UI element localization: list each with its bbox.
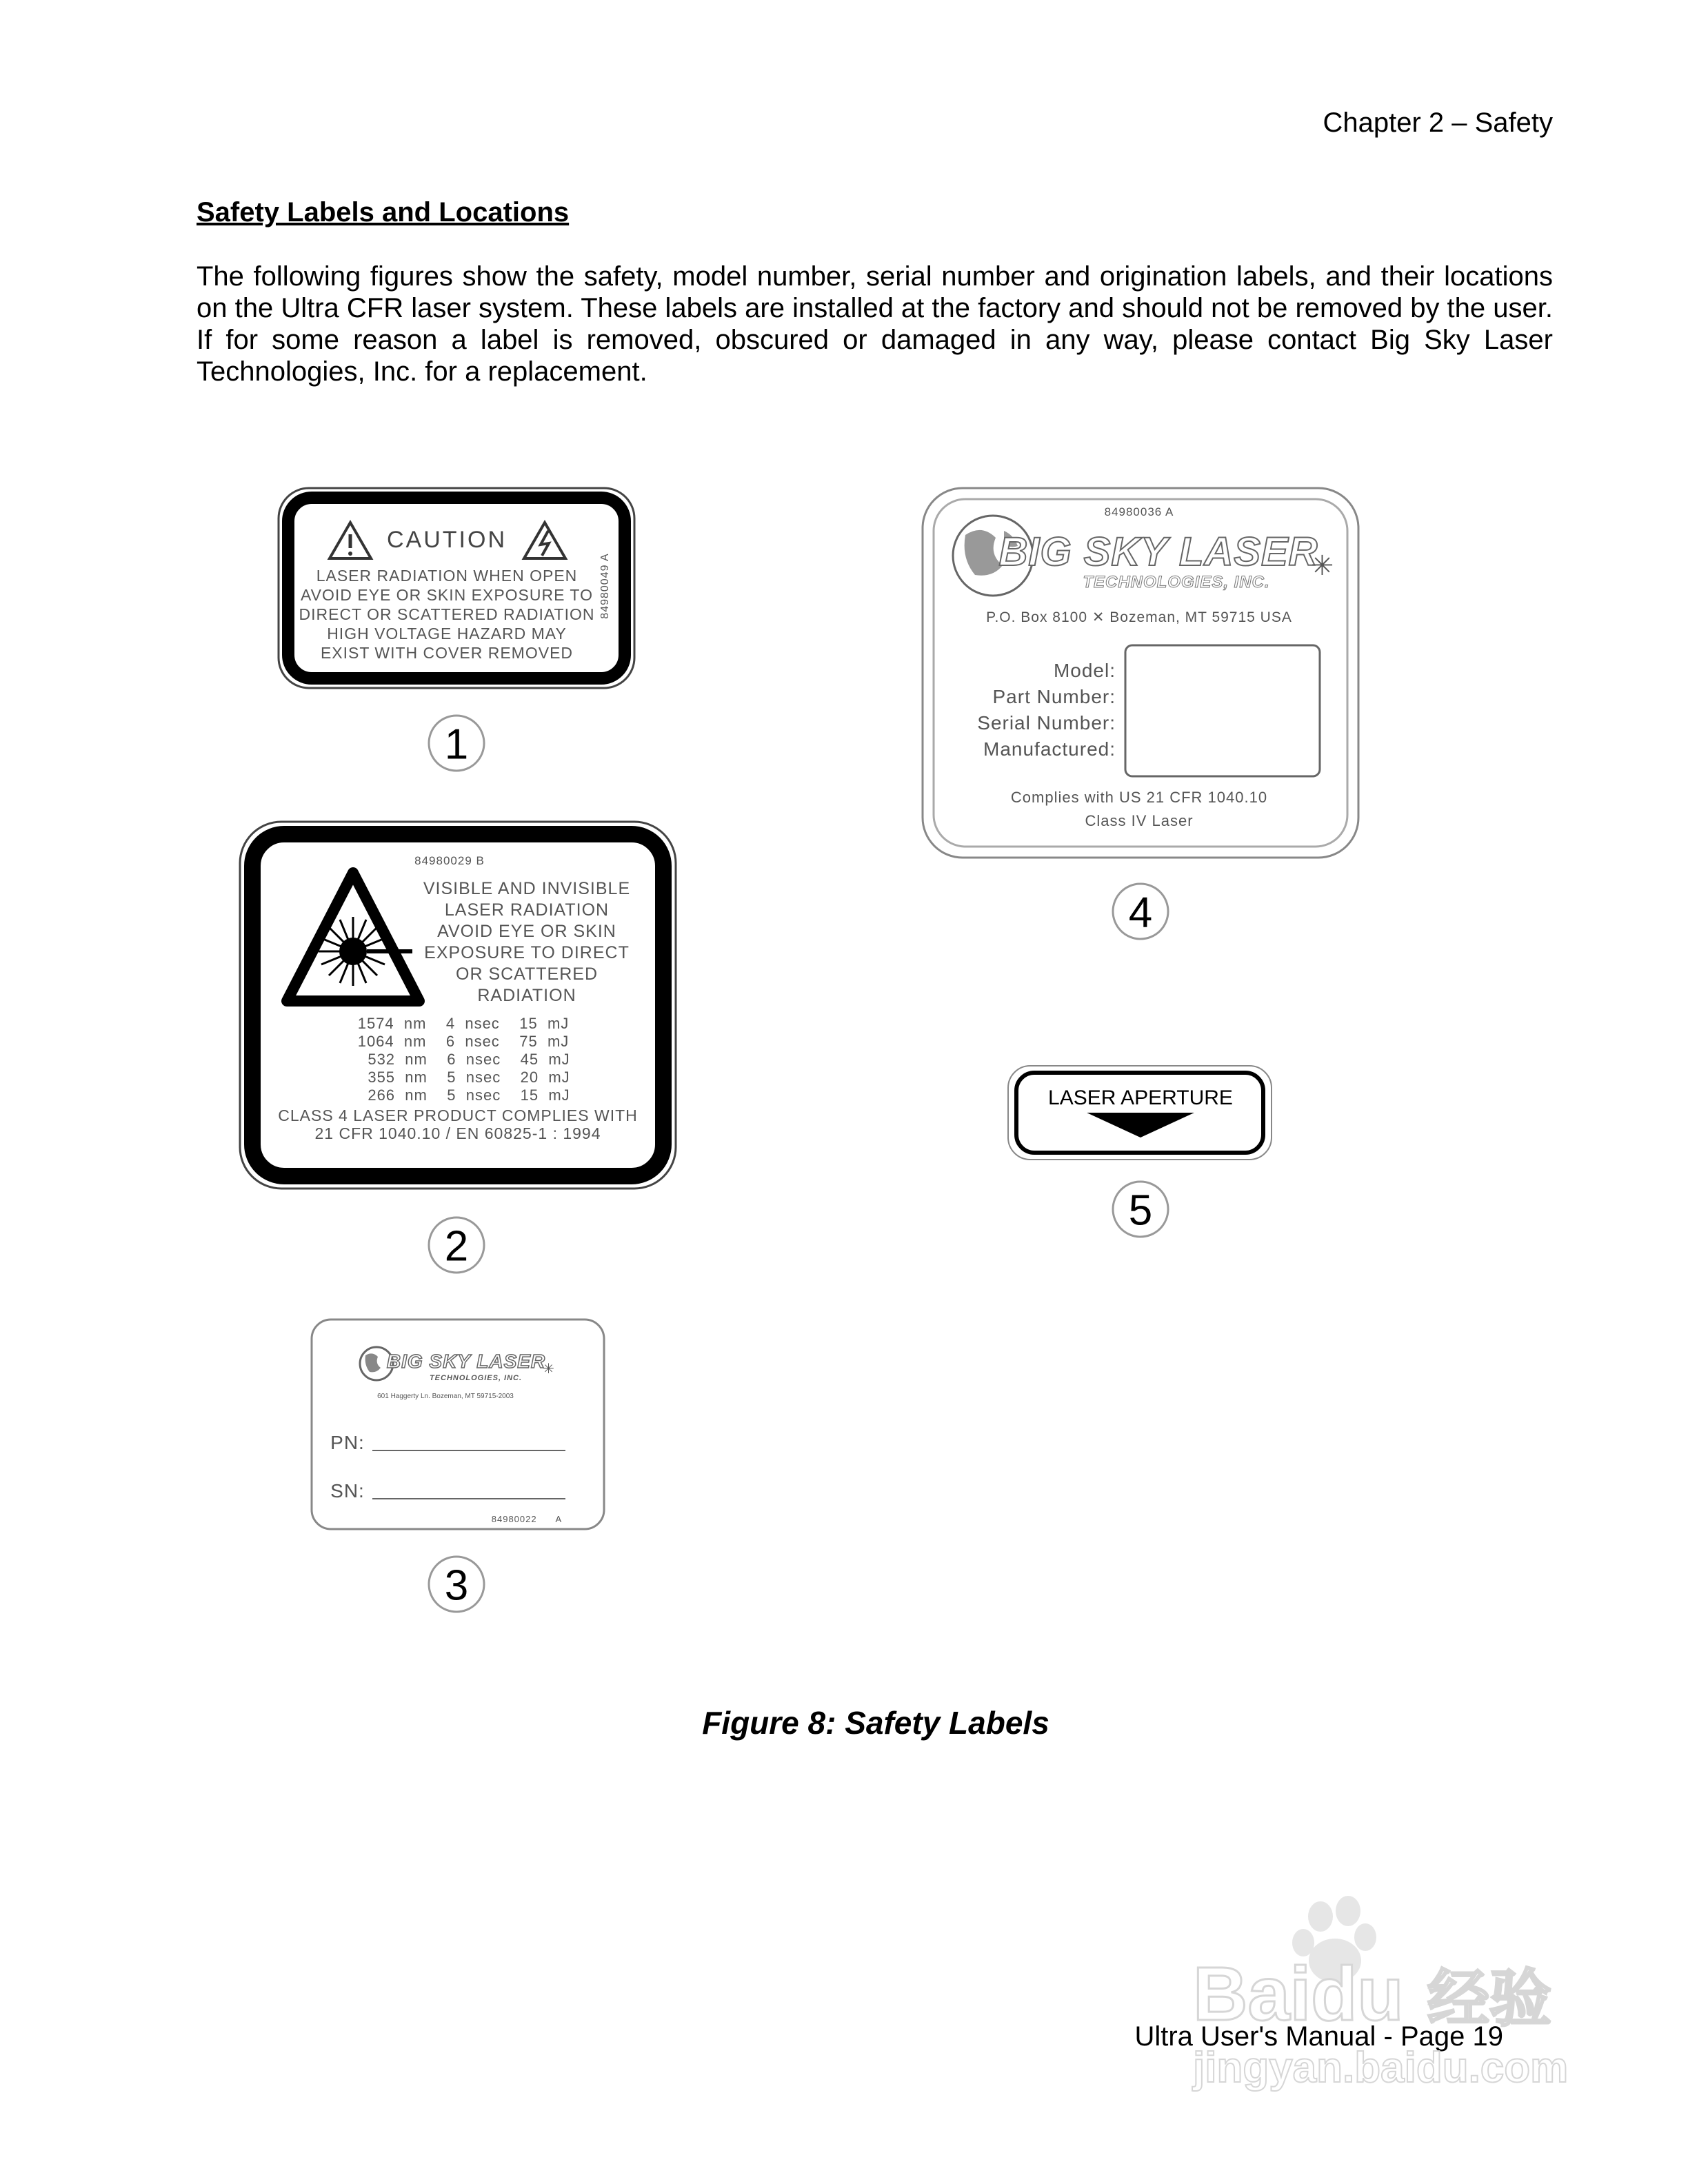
label-1-caution [279, 488, 634, 688]
label2-spec-row: 1574 nm 4 nsec 15 mJ [357, 1015, 570, 1032]
label4-field: Serial Number: [977, 712, 1116, 734]
sparkle-icon: ✳ [1310, 551, 1335, 581]
label1-line: LASER RADIATION WHEN OPEN [316, 567, 578, 585]
label1-line: HIGH VOLTAGE HAZARD MAY [327, 625, 567, 643]
label-3-part-serial [312, 1320, 604, 1529]
label-5-laser-aperture [1008, 1066, 1272, 1160]
label2-spec-row: 355 nm 5 nsec 20 mJ [368, 1069, 570, 1086]
label4-compliance: Class IV Laser [1085, 812, 1194, 829]
label1-line: EXIST WITH COVER REMOVED [320, 644, 574, 662]
label4-field: Manufactured: [983, 738, 1116, 760]
label3-pn: PN: [330, 1432, 365, 1453]
model-info-box [1125, 645, 1320, 776]
label2-line: EXPOSURE TO DIRECT [424, 943, 630, 962]
label2-line: AVOID EYE OR SKIN [437, 922, 616, 941]
label2-line: OR SCATTERED [456, 964, 598, 984]
label3-brand: BIG SKY LASER [386, 1351, 546, 1372]
sparkle-icon: ✳ [543, 1362, 555, 1377]
label3-sub-brand: TECHNOLOGIES, INC. [429, 1374, 523, 1382]
paragraph-line: The following figures show the safety, model number, serial number and origination labels, and their locations [197, 261, 1553, 292]
label-5-number: 5 [1128, 1186, 1153, 1235]
label-2-number: 2 [444, 1222, 469, 1271]
label2-footer-line: CLASS 4 LASER PRODUCT COMPLIES WITH [278, 1106, 638, 1124]
label3-address: 601 Haggerty Ln. Bozeman, MT 59715-2003 [377, 1393, 514, 1400]
paragraph-line: on the Ultra CFR laser system. These labels are installed at the factory and should not be removed by the user. [197, 293, 1553, 323]
label4-part-code: 84980036 A [1104, 505, 1174, 518]
section-heading: Safety Labels and Locations [197, 197, 570, 228]
label1-part-code: 84980049 A [599, 553, 611, 619]
label2-line: RADIATION [477, 986, 576, 1005]
label-3-number: 3 [444, 1561, 469, 1610]
page-footer: Ultra User's Manual - Page 19 [1134, 2021, 1503, 2052]
label-4-number: 4 [1128, 889, 1153, 937]
label4-compliance: Complies with US 21 CFR 1040.10 [1010, 789, 1268, 806]
label2-line: LASER RADIATION [444, 900, 610, 920]
label3-sn: SN: [330, 1480, 365, 1502]
label2-spec-row: 266 nm 5 nsec 15 mJ [368, 1086, 570, 1104]
label-2-laser-warning [240, 822, 676, 1189]
label3-part-code: 84980022 A [491, 1514, 563, 1524]
label2-line: VISIBLE AND INVISIBLE [423, 879, 631, 898]
label2-spec-row: 532 nm 6 nsec 45 mJ [368, 1051, 570, 1068]
watermark-chinese: 经验 [1427, 1963, 1551, 2035]
aperture-text: LASER APERTURE [1048, 1086, 1233, 1109]
caution-title: CAUTION [387, 527, 507, 553]
paragraph-line: If for some reason a label is removed, obscured or damaged in any way, please contact Big Sky Laser [197, 325, 1553, 355]
label4-sub-brand: TECHNOLOGIES, INC. [1083, 573, 1270, 592]
label2-footer-line: 21 CFR 1040.10 / EN 60825-1 : 1994 [314, 1124, 601, 1142]
watermark-url: jingyan.baidu.com [1193, 2044, 1569, 2092]
label2-spec-row: 1064 nm 6 nsec 75 mJ [357, 1033, 570, 1050]
watermark-brand: Baidu [1193, 1952, 1404, 2036]
paragraph-line: Technologies, Inc. for a replacement. [197, 356, 647, 387]
label4-address: P.O. Box 8100 ✕ Bozeman, MT 59715 USA [986, 609, 1292, 625]
label4-field: Part Number: [992, 686, 1116, 707]
label2-part-code: 84980029 B [414, 854, 485, 867]
label1-line: DIRECT OR SCATTERED RADIATION [299, 605, 595, 623]
label-4-model-info [923, 488, 1358, 858]
label1-line: AVOID EYE OR SKIN EXPOSURE TO [301, 586, 593, 604]
baidu-watermark [1172, 1889, 1586, 2110]
label-1-number: 1 [444, 720, 469, 769]
label4-brand: BIG SKY LASER [998, 529, 1318, 574]
figure-caption: Figure 8: Safety Labels [702, 1705, 1049, 1741]
label4-field: Model: [1053, 660, 1116, 681]
chapter-header: Chapter 2 – Safety [1323, 108, 1553, 138]
